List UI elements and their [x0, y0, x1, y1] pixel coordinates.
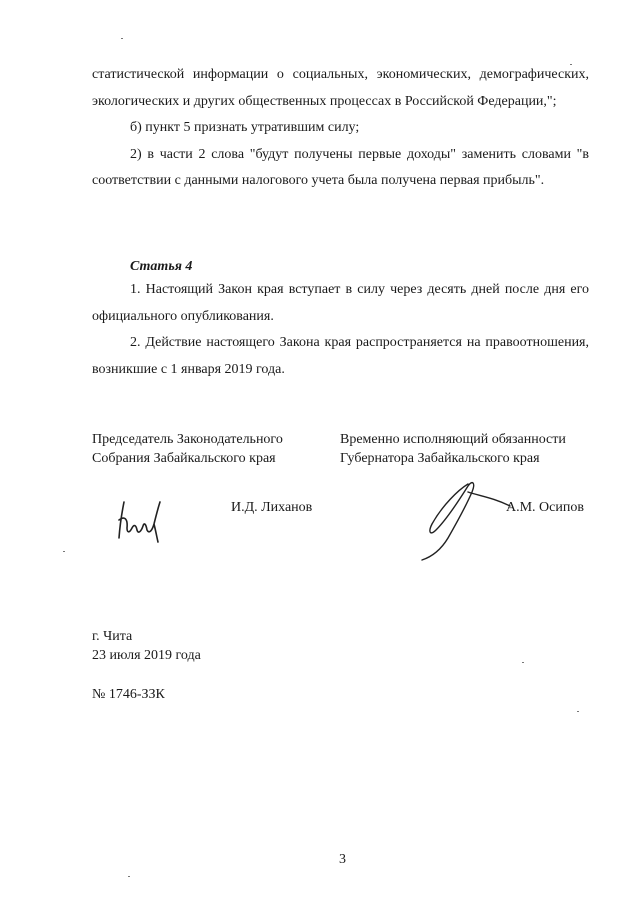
left-signatory-name: И.Д. Лиханов — [231, 500, 313, 515]
left-title-line1: Председатель Законодательного — [92, 432, 283, 447]
scan-speck — [570, 64, 572, 65]
page-number: 3 — [339, 852, 346, 867]
scan-speck — [121, 38, 123, 39]
paragraph-continued: статистической информации о социальных, экономических, демографических, экологических и других общественных процессах в Российской Федерации,"; — [92, 67, 589, 109]
scan-speck — [577, 711, 579, 712]
left-title-line2: Собрания Забайкальского края — [92, 451, 276, 466]
right-signature-image — [408, 476, 520, 566]
left-signature-image — [110, 498, 170, 546]
scan-speck — [522, 662, 524, 663]
article-body — [92, 277, 589, 383]
paragraph-item-b: б) пункт 5 признать утратившим силу; — [130, 120, 360, 135]
article-heading: Статья 4 — [130, 259, 193, 274]
law-number: № 1746-ЗЗК — [92, 687, 165, 702]
paragraph-item-2: 2) в части 2 слова "будут получены первые доходы" заменить словами "в соответствии с данными налогового учета была получена первая прибыль". — [92, 146, 589, 188]
article-paragraph-1: 1. Настоящий Закон края вступает в силу через десять дней после дня его официального опубликования. — [92, 282, 589, 324]
law-text-top — [92, 62, 589, 195]
article-paragraph-2: 2. Действие настоящего Закона края распространяется на правоотношения, возникшие с 1 января 2019 года. — [92, 335, 589, 377]
city: г. Чита — [92, 629, 133, 644]
signing-date: 23 июля 2019 года — [92, 648, 201, 663]
right-title-line1: Временно исполняющий обязанности — [340, 432, 566, 447]
left-signatory-title — [92, 430, 283, 468]
place-and-date — [92, 627, 201, 665]
right-signatory-name: А.М. Осипов — [506, 500, 584, 515]
right-title-line2: Губернатора Забайкальского края — [340, 451, 540, 466]
right-signatory-title — [340, 430, 566, 468]
scan-speck — [128, 876, 130, 877]
scan-speck — [63, 551, 65, 552]
